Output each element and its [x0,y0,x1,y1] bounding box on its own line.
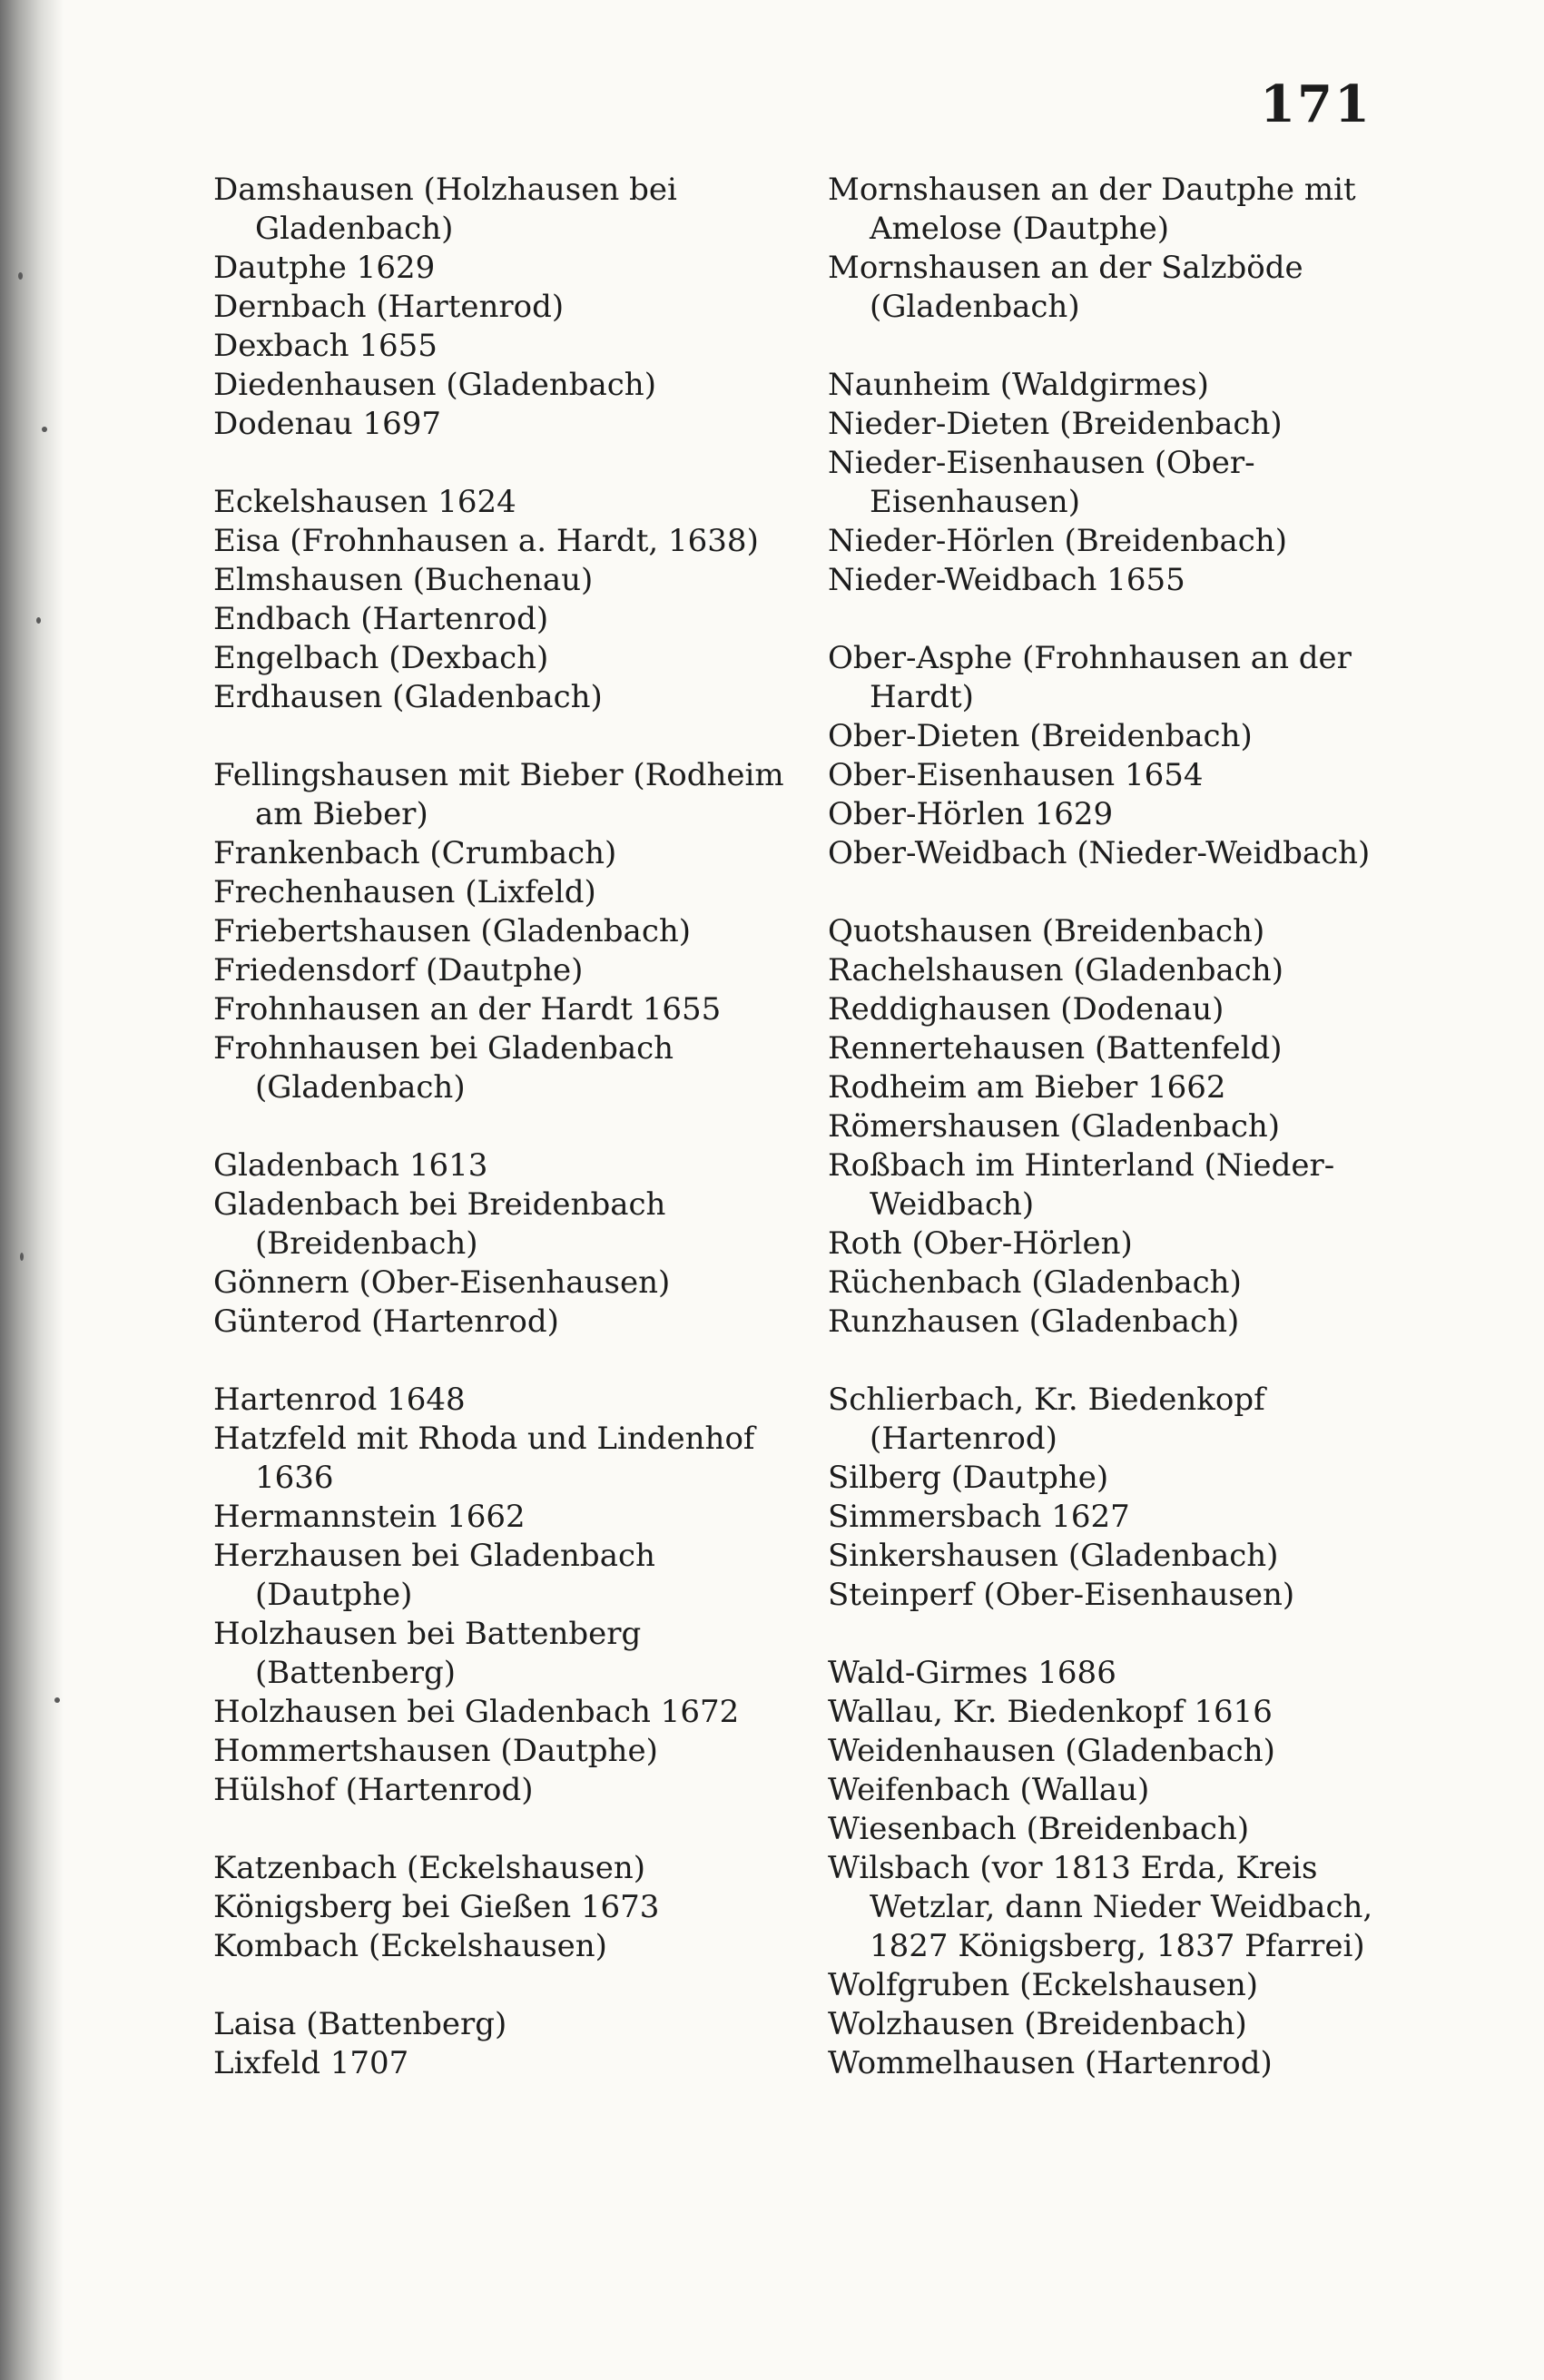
place-entry: Nieder-Eisenhausen (Ober-Eisenhausen) [828,445,1255,520]
place-entry: Wiesenbach (Breidenbach) [828,1811,1250,1847]
place-entry: Frechenhausen (Lixfeld) [213,874,596,910]
place-entry: Wommelhausen (Hartenrod) [828,2045,1273,2081]
place-entry: Reddighausen (Dodenau) [828,991,1224,1028]
place-entry: Nieder-Dieten (Breidenbach) [828,406,1283,442]
place-entry: Hülshof (Hartenrod) [213,1772,534,1808]
place-entry: Hatzfeld mit Rhoda und Lindenhof 1636 [213,1421,755,1496]
place-entry: Holzhausen bei Gladenbach 1672 [213,1694,740,1730]
page-number: 171 [1260,74,1372,134]
place-entry: Dexbach 1655 [213,328,438,364]
place-entry: Elmshausen (Buchenau) [213,562,594,598]
place-entry: Sinkershausen (Gladenbach) [828,1538,1279,1574]
spine-speck [36,617,41,624]
place-entry: Roth (Ober-Hörlen) [828,1225,1133,1262]
place-entry: Königsberg bei Gießen 1673 [213,1889,660,1925]
place-entry: Silberg (Dautphe) [828,1460,1109,1496]
place-entry: Rennertehausen (Battenfeld) [828,1030,1283,1067]
place-entry: Wolzhausen (Breidenbach) [828,2006,1247,2042]
left-column [213,171,794,2122]
entry-group-m [828,171,1409,327]
place-entry: Eckelshausen 1624 [213,484,516,520]
place-entry: Dautphe 1629 [213,250,436,286]
place-entry: Hommertshausen (Dautphe) [213,1733,658,1769]
place-entry: Ober-Weidbach (Nieder-Weidbach) [828,835,1371,871]
place-entry: Erdhausen (Gladenbach) [213,679,603,715]
entry-group-w [828,1654,1409,2083]
place-entry: Frohnhausen bei Gladenbach (Gladenbach) [213,1030,674,1106]
place-entry: Nieder-Weidbach 1655 [828,562,1185,598]
place-entry: Dernbach (Hartenrod) [213,289,565,325]
place-entry: Mornshausen an der Dautphe mit Amelose (Dautphe) [828,172,1356,247]
place-entry: Holzhausen bei Battenberg (Battenberg) [213,1616,642,1691]
place-entry: Günterod (Hartenrod) [213,1303,559,1340]
place-entry: Friebertshausen (Gladenbach) [213,913,692,949]
place-entry: Naunheim (Waldgirmes) [828,367,1209,403]
entry-group-k [213,1849,794,1966]
entry-group-g [213,1146,794,1342]
place-entry: Gladenbach bei Breidenbach (Breidenbach) [213,1186,666,1262]
place-entry: Wallau, Kr. Biedenkopf 1616 [828,1694,1273,1730]
entry-group-h [213,1381,794,1810]
place-entry: Ober-Eisenhausen 1654 [828,757,1204,793]
entry-group-n [828,366,1409,600]
entry-group-d [213,171,794,444]
place-entry: Mornshausen an der Salzböde (Gladenbach) [828,250,1303,325]
place-entry: Frankenbach (Crumbach) [213,835,617,871]
place-entry: Lixfeld 1707 [213,2045,409,2081]
place-entry: Wald-Girmes 1686 [828,1655,1116,1691]
place-entry: Katzenbach (Eckelshausen) [213,1850,646,1886]
place-entry: Kombach (Eckelshausen) [213,1928,607,1964]
place-entry: Gönnern (Ober-Eisenhausen) [213,1264,671,1301]
entry-group-f [213,756,794,1107]
place-entry: Fellingshausen mit Bieber (Rodheim am Bieber) [213,757,784,832]
place-entry: Wolfgruben (Eckelshausen) [828,1967,1259,2003]
place-entry: Steinperf (Ober-Eisenhausen) [828,1577,1295,1613]
place-entry: Rachelshausen (Gladenbach) [828,952,1283,988]
place-entry: Roßbach im Hinterland (Nieder-Weidbach) [828,1147,1335,1223]
entry-group-e [213,483,794,717]
place-entry: Wilsbach (vor 1813 Erda, Kreis Wetzlar, dann Nieder Weidbach, 1827 Königsberg, 1837 Pfarrei) [828,1850,1373,1964]
place-entry: Rodheim am Bieber 1662 [828,1069,1226,1106]
entry-group-o [828,639,1409,873]
place-entry: Endbach (Hartenrod) [213,601,549,637]
place-entry: Friedensdorf (Dautphe) [213,952,584,988]
place-entry: Dodenau 1697 [213,406,442,442]
right-column [828,171,1409,2122]
place-entry: Herzhausen bei Gladenbach (Dautphe) [213,1538,655,1613]
spine-speck [18,272,23,280]
place-entry: Ober-Asphe (Frohnhausen an der Hardt) [828,640,1352,715]
place-entry: Laisa (Battenberg) [213,2006,507,2042]
place-entry: Quotshausen (Breidenbach) [828,913,1265,949]
place-entry: Gladenbach 1613 [213,1147,488,1184]
place-entry: Runzhausen (Gladenbach) [828,1303,1240,1340]
place-entry: Nieder-Hörlen (Breidenbach) [828,523,1287,559]
entry-group-q-r [828,912,1409,1342]
place-entry: Hartenrod 1648 [213,1382,466,1418]
spine-speck [42,427,47,432]
place-entry: Frohnhausen an der Hardt 1655 [213,991,722,1028]
place-entry: Ober-Hörlen 1629 [828,796,1114,832]
book-spine-shadow [0,0,64,2380]
place-entry: Damshausen (Holzhausen bei Gladenbach) [213,172,677,247]
place-entry: Hermannstein 1662 [213,1499,526,1535]
place-entry: Rüchenbach (Gladenbach) [828,1264,1242,1301]
place-entry: Römershausen (Gladenbach) [828,1108,1281,1145]
spine-speck [54,1697,60,1703]
place-entry: Weidenhausen (Gladenbach) [828,1733,1275,1769]
entry-group-l [213,2005,794,2083]
place-entry: Schlierbach, Kr. Biedenkopf (Hartenrod) [828,1382,1265,1457]
entry-group-s [828,1381,1409,1615]
place-entry: Ober-Dieten (Breidenbach) [828,718,1253,754]
place-entry: Engelbach (Dexbach) [213,640,549,676]
spine-speck [20,1253,24,1261]
place-entry: Diedenhausen (Gladenbach) [213,367,656,403]
place-entry: Weifenbach (Wallau) [828,1772,1150,1808]
place-entry: Simmersbach 1627 [828,1499,1130,1535]
place-entry: Eisa (Frohnhausen a. Hardt, 1638) [213,523,759,559]
